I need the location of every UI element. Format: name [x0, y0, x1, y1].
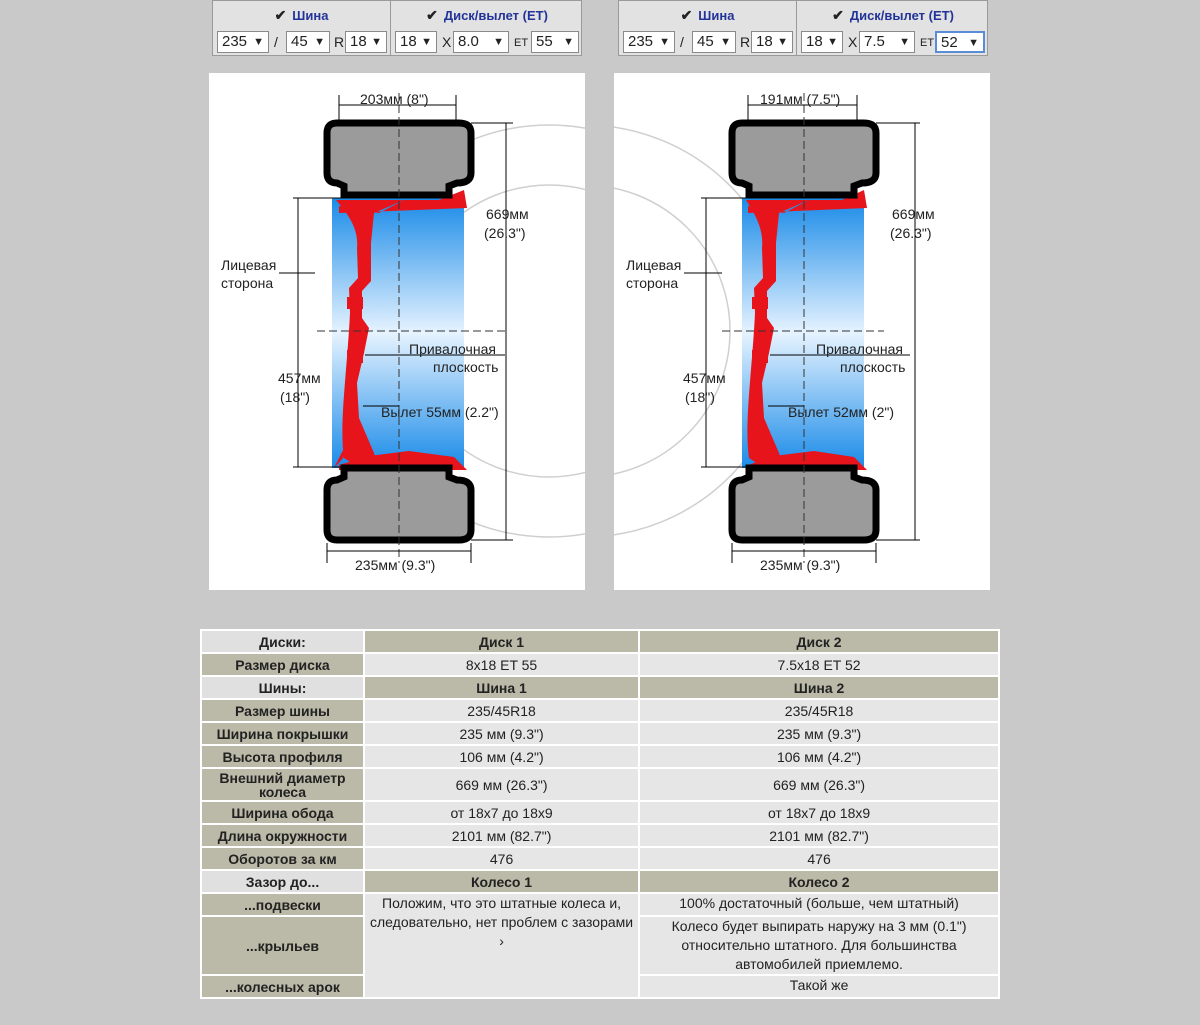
cell-value: 106 мм (4.2") — [364, 745, 639, 768]
face-side-label: Лицевая — [626, 257, 682, 273]
tire-label: Шина — [292, 7, 329, 23]
rim-width-select[interactable]: 7.5 ▼ — [859, 31, 915, 53]
table-row — [201, 722, 999, 745]
cell-value: 2101 мм (82.7") — [639, 824, 999, 847]
table-row — [201, 893, 999, 916]
et-select[interactable]: 55 ▼ — [531, 31, 579, 53]
wheel1-diagram — [209, 73, 585, 590]
disc2-header: Диск 2 — [639, 630, 999, 653]
cell-value: 8x18 ET 55 — [364, 653, 639, 676]
slash-separator: / — [680, 34, 684, 50]
mounting-plane-label-2: плоскость — [840, 359, 906, 375]
hub-pad — [752, 297, 768, 309]
hub-pad — [347, 350, 363, 363]
et-label: ET — [920, 37, 935, 49]
row-label: Ширина покрышки — [201, 722, 364, 745]
cell-value: 235/45R18 — [364, 699, 639, 722]
table-row — [201, 653, 999, 676]
row-label: ...колесных арок — [201, 975, 364, 998]
rim-width-select[interactable]: 8.0 ▼ — [453, 31, 509, 53]
cell-value: 235 мм (9.3") — [364, 722, 639, 745]
tire-width-label: 235мм (9.3") — [355, 557, 436, 573]
r-separator: R — [740, 34, 751, 50]
cell-value: от 18x7 до 18x9 — [364, 801, 639, 824]
cell-value: от 18x7 до 18x9 — [639, 801, 999, 824]
face-side-label: Лицевая — [221, 257, 277, 273]
cell-value: 7.5x18 ET 52 — [639, 653, 999, 676]
offset-label: Вылет 55мм (2.2") — [381, 404, 499, 420]
disc1-header: Диск 1 — [364, 630, 639, 653]
hub-pad — [347, 297, 363, 309]
arch-clearance-note: Такой же — [639, 975, 999, 998]
cell-value: 476 — [364, 847, 639, 870]
cell-value: 235/45R18 — [639, 699, 999, 722]
table-row — [201, 801, 999, 824]
cell-value: 235 мм (9.3") — [639, 722, 999, 745]
wheel1-clearance-note[interactable]: Положим, что это штатные колеса и, следовательно, нет проблем с зазорами › — [364, 893, 639, 998]
cell-value: 669 мм (26.3") — [364, 768, 639, 801]
table-row — [201, 630, 999, 653]
tire-width-select[interactable]: 235 ▼ — [217, 31, 269, 53]
tire-header[interactable] — [619, 1, 796, 29]
row-label: Ширина обода — [201, 801, 364, 824]
row-label: Размер диска — [201, 653, 364, 676]
table-row — [201, 699, 999, 722]
mounting-plane-label: Привалочная — [409, 341, 496, 357]
disc-checkbox[interactable]: ✔ — [426, 6, 438, 23]
rim-diameter-inch-label: (18") — [685, 389, 715, 405]
table-row — [201, 768, 999, 801]
disc-header[interactable] — [391, 1, 583, 29]
tire-header[interactable] — [213, 1, 390, 29]
cell-value: 476 — [639, 847, 999, 870]
clearance-section-header: Зазор до... — [201, 870, 364, 893]
wheel1-cross-section — [209, 73, 585, 590]
row-label: Внешний диаметр колеса — [201, 768, 364, 801]
cell-value: 669 мм (26.3") — [639, 768, 999, 801]
fender-clearance-note: Колесо будет выпирать наружу на 3 мм (0.1") относительно штатного. Для большинства автомобилей приемлемо. — [639, 916, 999, 975]
row-label: Оборотов за км — [201, 847, 364, 870]
row-label: Длина окружности — [201, 824, 364, 847]
row-label: ...подвески — [201, 893, 364, 916]
tires-section-header: Шины: — [201, 676, 364, 699]
wheel1-header: Колесо 1 — [364, 870, 639, 893]
tire2-header: Шина 2 — [639, 676, 999, 699]
rim-diameter-inch-label: (18") — [280, 389, 310, 405]
table-row — [201, 745, 999, 768]
outer-diameter-label: 669мм — [486, 206, 529, 222]
tire1-header: Шина 1 — [364, 676, 639, 699]
tire-label: Шина — [698, 7, 735, 23]
rim-diameter-label: 457мм — [683, 370, 726, 386]
mounting-plane-label: Привалочная — [816, 341, 903, 357]
row-label: Размер шины — [201, 699, 364, 722]
outer-diameter-inch-label: (26.3") — [890, 225, 932, 241]
rim-diameter-label: 457мм — [278, 370, 321, 386]
cell-value: 106 мм (4.2") — [639, 745, 999, 768]
cell-value: 2101 мм (82.7") — [364, 824, 639, 847]
comparison-table — [200, 629, 1000, 999]
face-side-label-2: сторона — [626, 275, 679, 291]
wheel2-selector-panel — [618, 0, 988, 56]
tire-profile-select[interactable]: 45 ▼ — [692, 31, 736, 53]
disc-label: Диск/вылет (ET) — [849, 7, 954, 23]
rim-width-label: 203мм (8") — [360, 91, 429, 107]
wheel2-header: Колесо 2 — [639, 870, 999, 893]
row-label: Высота профиля — [201, 745, 364, 768]
rim-width-label: 191мм (7.5") — [760, 91, 841, 107]
table-row — [201, 870, 999, 893]
disc-header[interactable] — [797, 1, 989, 29]
tire-diameter-select[interactable]: 18 ▼ — [345, 31, 387, 53]
disc-checkbox[interactable]: ✔ — [832, 6, 844, 23]
wheel1-selector-panel — [212, 0, 582, 56]
mounting-plane-label-2: плоскость — [433, 359, 499, 375]
table-row — [201, 824, 999, 847]
tire-diameter-select[interactable]: 18 ▼ — [751, 31, 793, 53]
table-row — [201, 676, 999, 699]
et-label: ET — [514, 37, 529, 49]
row-label: ...крыльев — [201, 916, 364, 975]
reference-circle — [614, 185, 730, 477]
tire-width-select[interactable]: 235 ▼ — [623, 31, 675, 53]
disc-label: Диск/вылет (ET) — [443, 7, 548, 23]
slash-separator: / — [274, 34, 278, 50]
tire-checkbox[interactable]: ✔ — [680, 6, 693, 23]
face-side-label-2: сторона — [221, 275, 274, 291]
et-select[interactable]: 52 ▼ — [935, 31, 985, 53]
outer-diameter-label: 669мм — [892, 206, 935, 222]
tire-profile-select[interactable]: 45 ▼ — [286, 31, 330, 53]
discs-section-header: Диски: — [201, 630, 364, 653]
tire-checkbox[interactable]: ✔ — [274, 6, 287, 23]
x-separator: X — [442, 34, 452, 50]
hub-pad — [752, 350, 768, 363]
x-separator: X — [848, 34, 858, 50]
rim-diameter-select[interactable]: 18 ▼ — [395, 31, 437, 53]
wheel2-diagram — [614, 73, 990, 590]
wheel2-cross-section — [614, 73, 990, 590]
tire-width-label: 235мм (9.3") — [760, 557, 841, 573]
outer-diameter-inch-label: (26.3") — [484, 225, 526, 241]
suspension-clearance-note: 100% достаточный (больше, чем штатный) — [639, 893, 999, 916]
offset-label: Вылет 52мм (2") — [788, 404, 894, 420]
table-row — [201, 847, 999, 870]
rim-diameter-select[interactable]: 18 ▼ — [801, 31, 843, 53]
r-separator: R — [334, 34, 345, 50]
